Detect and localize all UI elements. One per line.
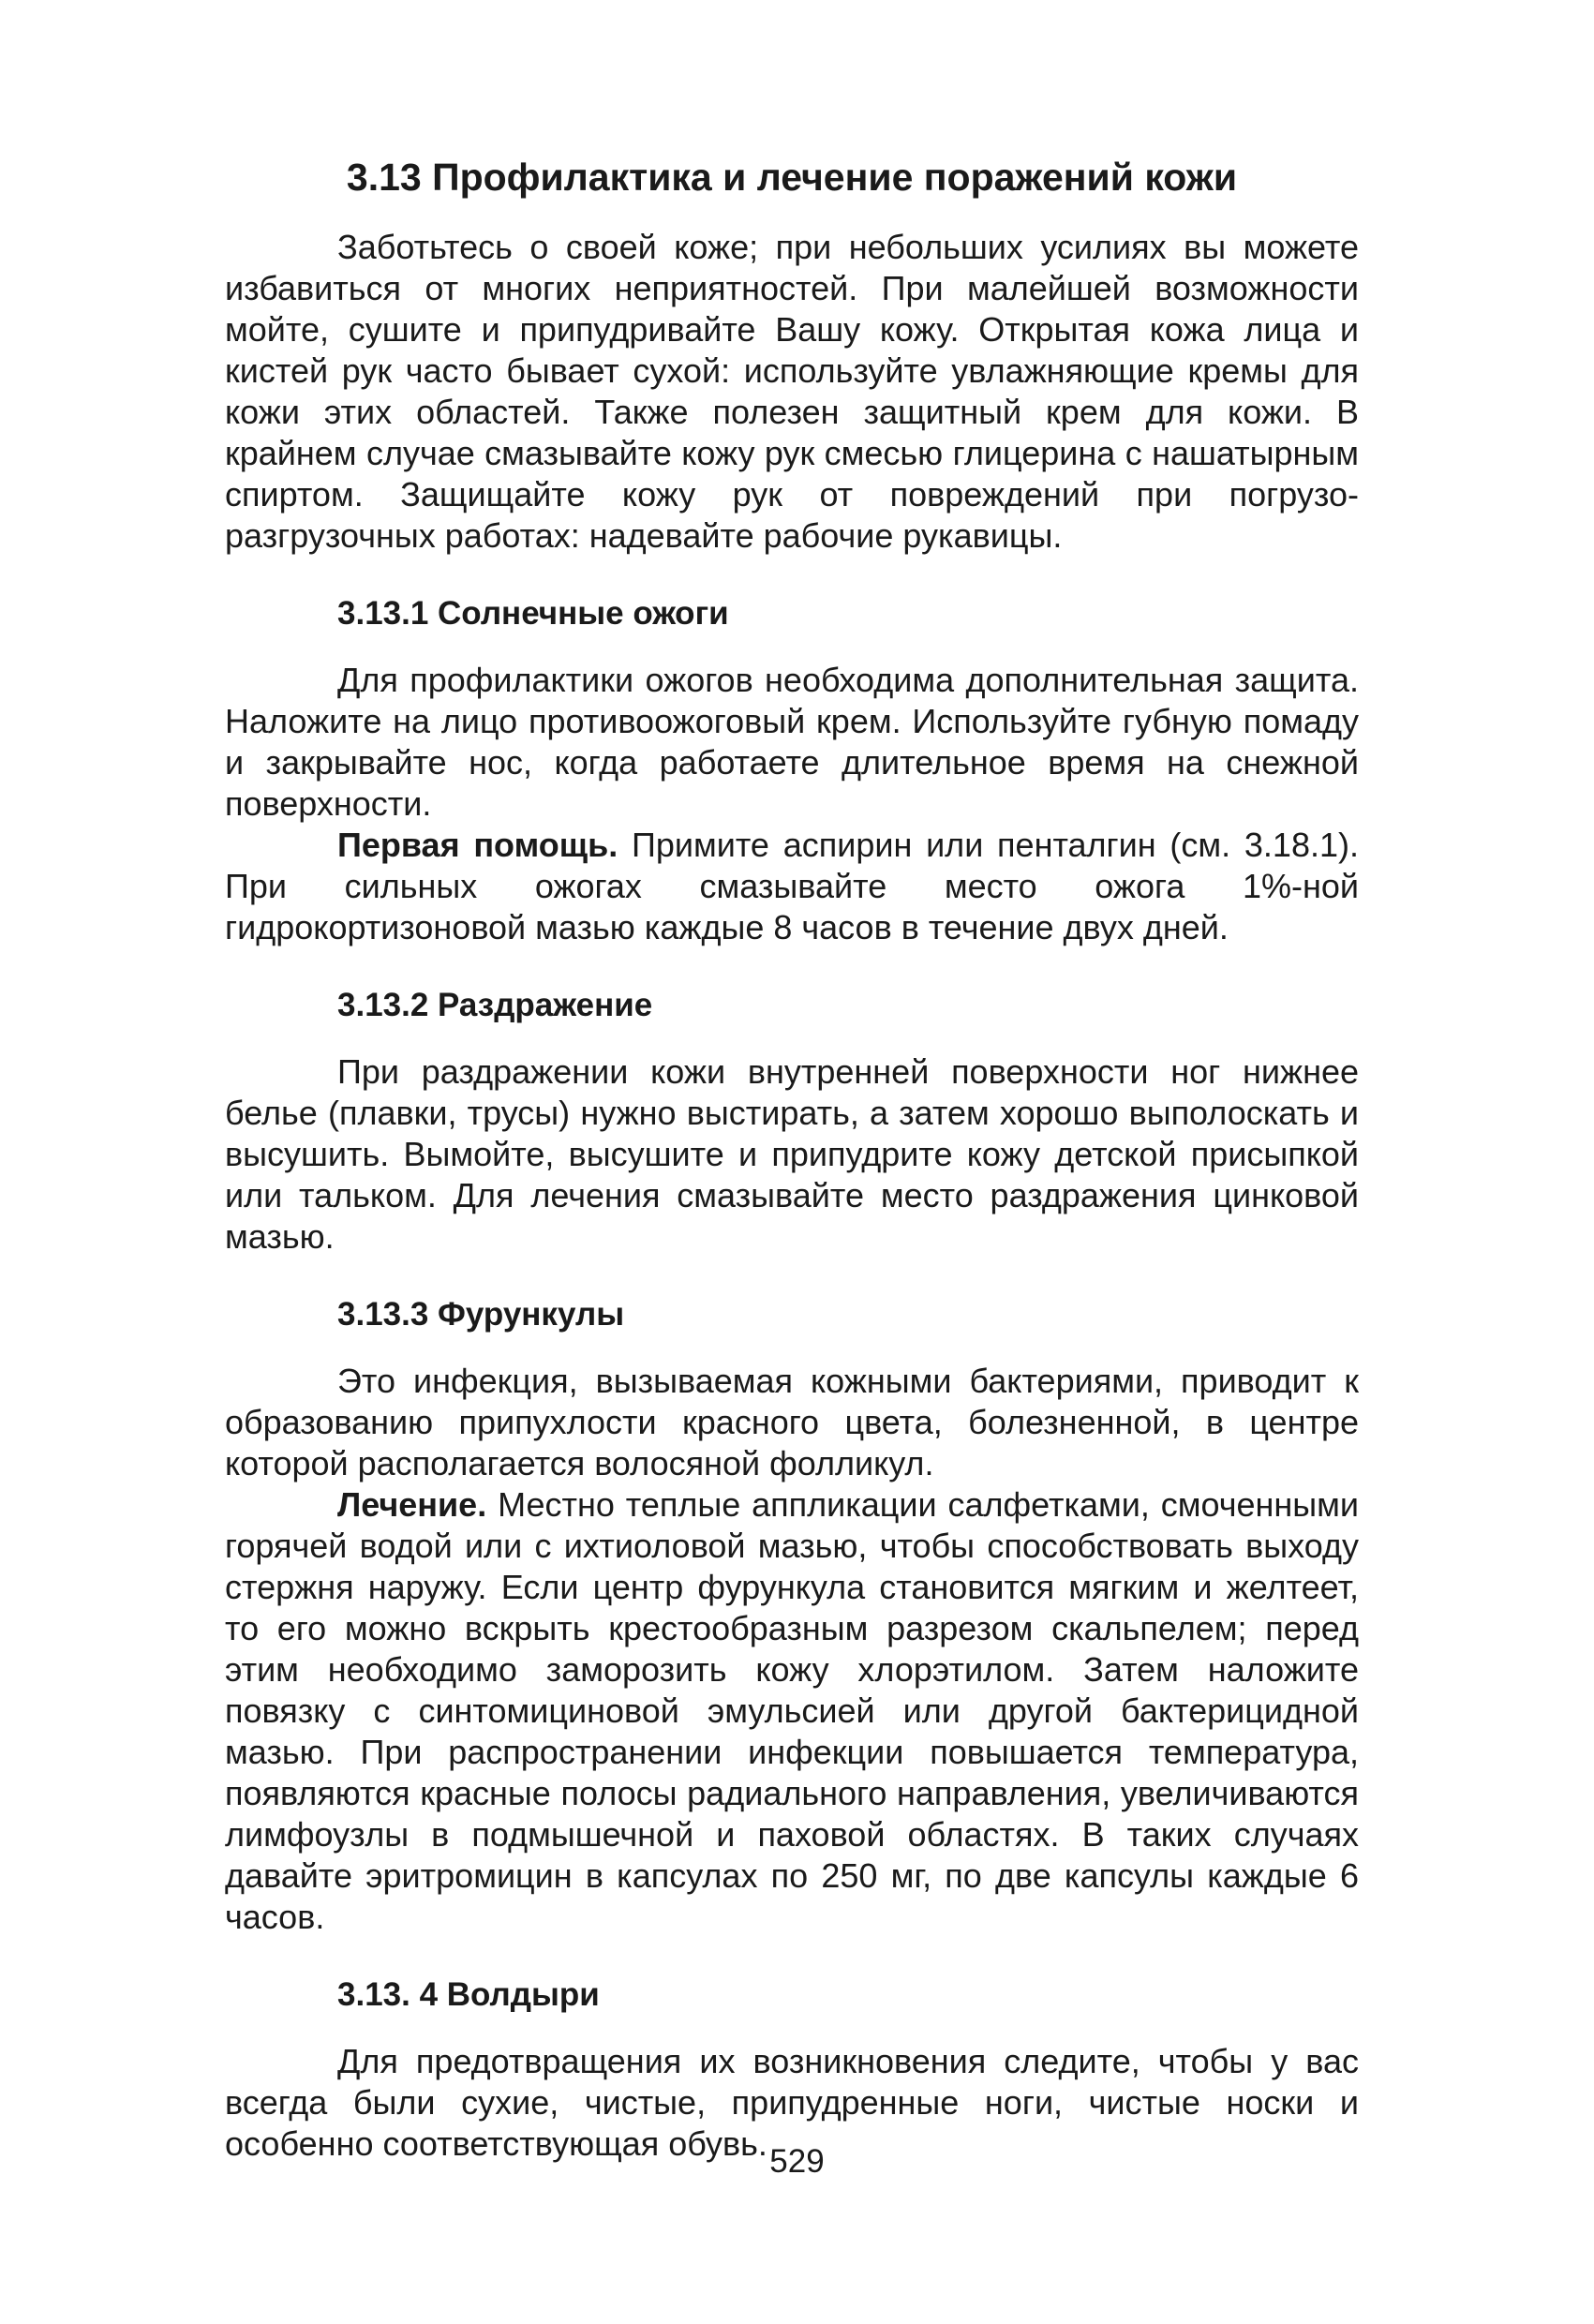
subsection-title-irritation: 3.13.2 Раздражение — [337, 987, 653, 1024]
page-number: 529 — [769, 2143, 825, 2180]
irritation-paragraph: При раздражении кожи внутренней поверхности ног нижнее белье (плавки, трусы) нужно выстирать, а затем хорошо выполоскать и высушить. Вымойте, высушите и припудрите кожу детской присыпкой или тальком. Для лечения смазывайте место раздражения цинковой мазью. — [225, 1052, 1359, 1257]
subsection-title-blisters: 3.13. 4 Волдыри — [337, 1976, 600, 2014]
first-aid-text: Примите аспирин или пенталгин (см. 3.18.1). При сильных ожогах смазывайте место ожога 1%-ной гидрокортизоновой мазью каждые 8 часов в течение двух дней. — [225, 826, 1359, 947]
section-title: 3.13 Профилактика и лечение поражений кожи — [346, 156, 1238, 199]
subsection-title-boils: 3.13.3 Фурункулы — [337, 1296, 625, 1333]
sunburn-first-aid-paragraph — [225, 825, 1359, 948]
first-aid-label: Первая помощь. — [337, 826, 618, 865]
boils-paragraph: Это инфекция, вызываемая кожными бактериями, приводит к образованию припухлости красного цвета, болезненной, в центре которой располагается волосяной фолликул. — [225, 1362, 1359, 1483]
blisters-paragraph: Для предотвращения их возникновения следите, чтобы у вас всегда были сухие, чистые, припудренные ноги, чистые носки и особенно соответствующая обувь. — [225, 2042, 1359, 2164]
sunburn-paragraph: Для профилактики ожогов необходима дополнительная защита. Наложите на лицо противоожоговый крем. Используйте губную помаду и закрывайте нос, когда работаете длительное время на снежной поверхности. — [225, 661, 1359, 824]
treatment-label: Лечение. — [337, 1485, 487, 1525]
section-intro-paragraph: Заботьтесь о своей коже; при небольших усилиях вы можете избавиться от многих неприятностей. При малейшей возможности мойте, сушите и припудривайте Вашу кожу. Открытая кожа лица и кистей рук часто бывает сухой: используйте увлажняющие кремы для кожи этих областей. Также полезен защитный крем для кожи. В крайнем случае смазывайте кожу рук смесью глицерина с нашатырным спиртом. Защищайте кожу рук от повреждений при погрузо-разгрузочных работах: надевайте рабочие рукавицы. — [225, 228, 1359, 556]
page-content — [225, 155, 1359, 2165]
subsection-title-sunburn: 3.13.1 Солнечные ожоги — [337, 595, 729, 633]
treatment-text: Местно теплые аппликации салфетками, смоченными горячей водой или с ихтиоловой мазью, чтобы способствовать выходу стержня наружу. Если центр фурункула становится мягким и желтеет, то его можно вскрыть крестообразным разрезом скальпелем; перед этим необходимо заморозить кожу хлорэтилом. Затем наложите повязку с синтомициновой эмульсией или другой бактерицидной мазью. При распространении инфекции повышается температура, появляются красные полосы радиального направления, увеличиваются лимфоузлы в подмышечной и паховой областях. В таких случаях давайте эритромицин в капсулах по 250 мг, по две капсулы каждые 6 часов. — [225, 1485, 1359, 1937]
boils-treatment-paragraph — [225, 1484, 1359, 1938]
